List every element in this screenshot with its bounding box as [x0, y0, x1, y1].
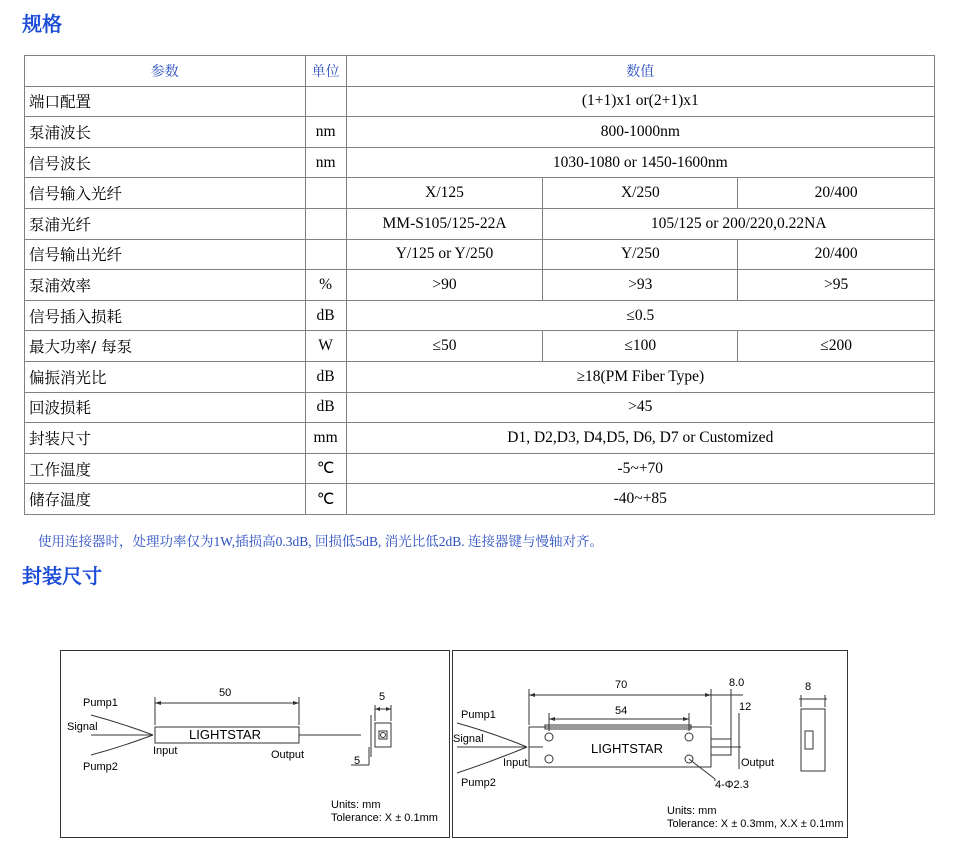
d2-dim-height: 12	[739, 701, 752, 713]
param-cell: 泵浦波长	[25, 117, 306, 148]
table-row	[25, 361, 935, 392]
value-cell: -5~+70	[346, 453, 934, 484]
d2-units: Units: mm	[667, 805, 717, 817]
value-cell: >45	[346, 392, 934, 423]
spec-table	[24, 55, 935, 515]
d1-label-pump1: Pump1	[83, 697, 118, 709]
param-cell: 信号波长	[25, 147, 306, 178]
header-value: 数值	[346, 56, 934, 87]
param-cell: 回波损耗	[25, 392, 306, 423]
unit-cell	[305, 208, 346, 239]
unit-cell	[305, 239, 346, 270]
d1-dim-length: 50	[219, 687, 232, 699]
package-section-title: 封装尺寸	[22, 564, 102, 588]
d1-tolerance: Tolerance: X ± 0.1mm	[331, 812, 438, 824]
d2-holes: 4-Φ2.3	[715, 779, 749, 791]
package-drawing-d2	[452, 650, 848, 838]
param-cell: 端口配置	[25, 86, 306, 117]
spec-section-title: 规格	[22, 12, 62, 36]
table-row	[25, 147, 935, 178]
value-cell: >90	[346, 270, 543, 301]
param-cell: 最大功率/ 每泵	[25, 331, 306, 362]
d1-label-output: Output	[271, 749, 305, 761]
value-cell: >93	[543, 270, 738, 301]
value-cell: ≥18(PM Fiber Type)	[346, 361, 934, 392]
param-cell: 信号输入光纤	[25, 178, 306, 209]
d1-brand: LIGHTSTAR	[189, 727, 261, 742]
value-cell: ≤0.5	[346, 300, 934, 331]
value-cell: -40~+85	[346, 484, 934, 515]
value-cell: MM-S105/125-22A	[346, 208, 543, 239]
d2-brand: LIGHTSTAR	[591, 741, 663, 756]
value-cell: ≤200	[738, 331, 935, 362]
value-cell: Y/250	[543, 239, 738, 270]
table-row	[25, 392, 935, 423]
param-cell: 信号插入损耗	[25, 300, 306, 331]
d2-label-signal: Signal	[453, 733, 484, 745]
d1-units: Units: mm	[331, 799, 381, 811]
d2-label-pump1: Pump1	[461, 709, 496, 721]
param-cell: 偏振消光比	[25, 361, 306, 392]
value-cell: 20/400	[738, 239, 935, 270]
d1-dim-height: 5	[354, 755, 361, 767]
unit-cell: dB	[305, 361, 346, 392]
unit-cell: nm	[305, 147, 346, 178]
value-cell: X/125	[346, 178, 543, 209]
d1-label-signal: Signal	[67, 721, 98, 733]
param-cell: 工作温度	[25, 453, 306, 484]
unit-cell: ℃	[305, 484, 346, 515]
d1-dim-side: 5	[379, 691, 386, 703]
table-row	[25, 453, 935, 484]
d2-dim-length: 70	[615, 679, 628, 691]
unit-cell: %	[305, 270, 346, 301]
param-cell: 泵浦光纤	[25, 208, 306, 239]
d2-dim-inner: 54	[615, 705, 628, 717]
d1-label-pump2: Pump2	[83, 761, 118, 773]
table-header-row	[25, 56, 935, 87]
d2-label-input: Input	[503, 757, 528, 769]
table-row	[25, 86, 935, 117]
value-cell: ≤100	[543, 331, 738, 362]
param-cell: 泵浦效率	[25, 270, 306, 301]
param-cell: 封装尺寸	[25, 423, 306, 454]
table-row	[25, 178, 935, 209]
d2-dim-side: 8	[805, 681, 812, 693]
unit-cell: mm	[305, 423, 346, 454]
d2-dim-offset: 8.0	[729, 677, 745, 689]
unit-cell	[305, 178, 346, 209]
drawing-d1-lines	[61, 651, 449, 837]
unit-cell: nm	[305, 117, 346, 148]
package-drawing-d1	[60, 650, 450, 838]
header-unit: 单位	[305, 56, 346, 87]
value-cell: 1030-1080 or 1450-1600nm	[346, 147, 934, 178]
table-row	[25, 300, 935, 331]
connector-note: 使用连接器时，处理功率仅为1W,插损高0.3dB, 回损低5dB, 消光比低2dB. 连接器键与慢轴对齐。	[38, 534, 604, 549]
header-param: 参数	[25, 56, 306, 87]
param-cell: 信号输出光纤	[25, 239, 306, 270]
d1-label-input: Input	[153, 745, 178, 757]
d2-tolerance: Tolerance: X ± 0.3mm, X.X ± 0.1mm	[667, 818, 844, 830]
table-row	[25, 117, 935, 148]
value-cell: 800-1000nm	[346, 117, 934, 148]
d2-label-output: Output	[741, 757, 775, 769]
table-row	[25, 484, 935, 515]
value-cell: 105/125 or 200/220,0.22NA	[543, 208, 935, 239]
unit-cell: dB	[305, 300, 346, 331]
param-cell: 储存温度	[25, 484, 306, 515]
table-row	[25, 208, 935, 239]
table-row	[25, 423, 935, 454]
value-cell: ≤50	[346, 331, 543, 362]
value-cell: 20/400	[738, 178, 935, 209]
value-cell: D1, D2,D3, D4,D5, D6, D7 or Customized	[346, 423, 934, 454]
unit-cell: dB	[305, 392, 346, 423]
value-cell: (1+1)x1 or(2+1)x1	[346, 86, 934, 117]
table-row	[25, 239, 935, 270]
table-row	[25, 270, 935, 301]
unit-cell: W	[305, 331, 346, 362]
value-cell: >95	[738, 270, 935, 301]
d2-label-pump2: Pump2	[461, 777, 496, 789]
value-cell: Y/125 or Y/250	[346, 239, 543, 270]
value-cell: X/250	[543, 178, 738, 209]
table-row	[25, 331, 935, 362]
unit-cell	[305, 86, 346, 117]
unit-cell: ℃	[305, 453, 346, 484]
